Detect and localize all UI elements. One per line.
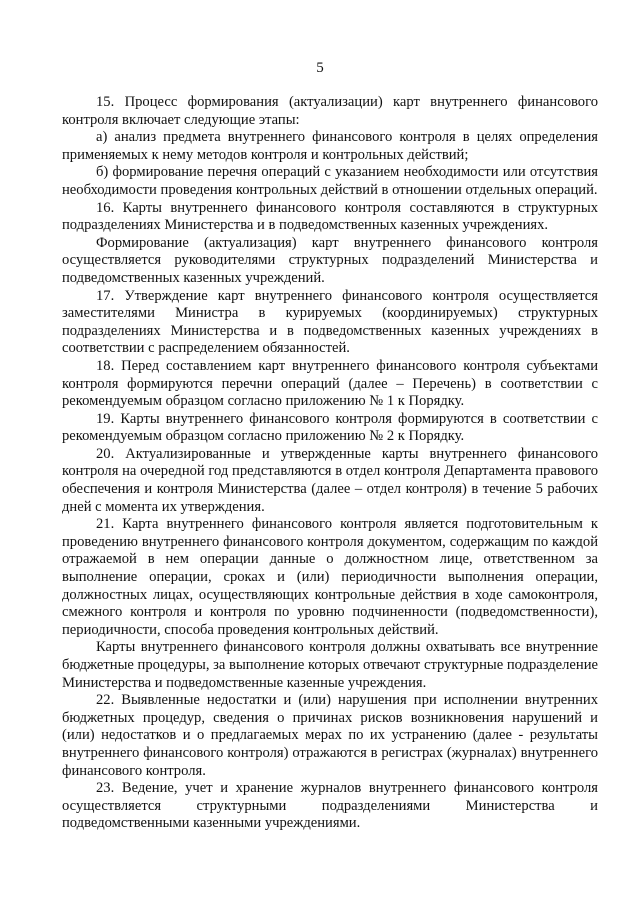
paragraph-15a: а) анализ предмета внутреннего финансового контроля в целях определения применяемых к нему методов контроля и контрольных действий; xyxy=(62,129,598,163)
paragraph-15b: б) формирование перечня операций с указанием необходимости или отсутствия необходимости проведения контрольных действий в отношении отдельных операций. xyxy=(62,164,598,198)
paragraph-21: 21. Карта внутреннего финансового контроля является подготовительным к проведению внутреннего финансового контроля документом, содержащим по каждой отражаемой в нем операции данные о должностном лице, ответственном за выполнение операции, сроках и (или) периодичности выполнения операции, должностных лицах, осуществляющих контрольные действия в ходе самоконтроля, смежного контроля и контроля по уровню подчиненности (подведомственности), периодичности, способа проведения контрольных действий. xyxy=(62,516,598,638)
paragraph-17: 17. Утверждение карт внутреннего финансового контроля осуществляется заместителями Министра в курируемых (координируемых) структурных подразделениях Министерства и в подведомственных казенных учреждениях в соответствии с распределением обязанностей. xyxy=(62,287,598,357)
paragraph-18: 18. Перед составлением карт внутреннего финансового контроля субъектами контроля формируются перечни операций (далее – Перечень) в соответствии с рекомендуемым образцом согласно приложению № 1 к Порядку. xyxy=(62,357,598,410)
paragraph-23: 23. Ведение, учет и хранение журналов внутреннего финансового контроля осуществляется структурными подразделениями Министерства и подведомственными казенными учреждениями. xyxy=(62,780,598,832)
paragraph-16-cont: Формирование (актуализация) карт внутреннего финансового контроля осуществляется руководителями структурных подразделений Министерства и подведомственных казенных учреждений. xyxy=(62,234,598,286)
paragraph-20: 20. Актуализированные и утвержденные карты внутреннего финансового контроля на очередной год представляются в отдел контроля Департамента правового обеспечения и контроля Министерства (далее – отдел контроля) в течение 5 рабочих дней с момента их утверждения. xyxy=(62,445,598,515)
paragraph-15: 15. Процесс формирования (актуализации) карт внутреннего финансового контроля включает следующие этапы: xyxy=(62,94,598,128)
paragraph-16: 16. Карты внутреннего финансового контроля составляются в структурных подразделениях Министерства и в подведомственных казенных учреждениях. xyxy=(62,199,598,234)
paragraph-21-cont: Карты внутреннего финансового контроля должны охватывать все внутренние бюджетные процедуры, за выполнение которых отвечают структурные подразделение Министерства и подведомственные казенные учреждения. xyxy=(62,639,598,691)
page-number: 5 xyxy=(316,60,324,76)
document-body xyxy=(62,94,598,833)
paragraph-22: 22. Выявленные недостатки и (или) нарушения при исполнении внутренних бюджетных процедур, сведения о причинах рисков возникновения нарушений и (или) недостатков и о предлагаемых мерах по их устранению (далее - результаты внутреннего финансового контроля) отражаются в регистрах (журналах) внутреннего финансового контроля. xyxy=(62,692,598,779)
paragraph-19: 19. Карты внутреннего финансового контроля формируются в соответствии с рекомендуемым образцом согласно приложению № 2 к Порядку. xyxy=(62,410,598,445)
